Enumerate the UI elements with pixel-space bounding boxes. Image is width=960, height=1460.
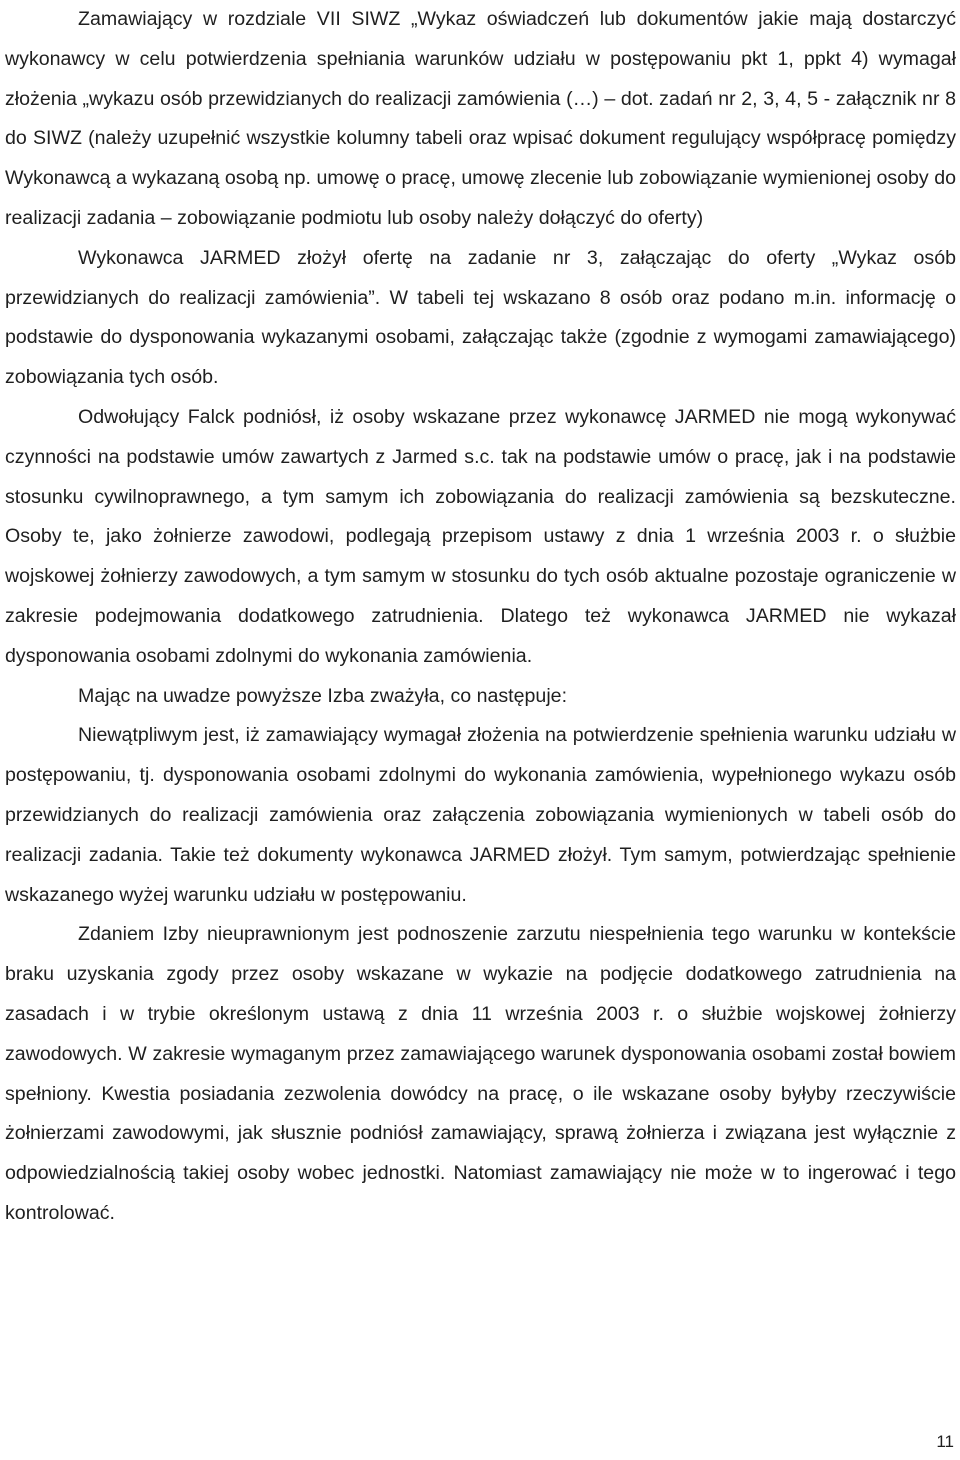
paragraph-6: Zdaniem Izby nieuprawnionym jest podnoszenie zarzutu niespełnienia tego warunku w kontekście braku uzyskania zgody przez osoby wskazane w wykazie na podjęcie dodatkowego zatrudnienia na zasadach i w trybie określonym ustawą z dnia 11 września 2003 r. o służbie wojskowej żołnierzy zawodowych. W zakresie wymaganym przez zamawiającego warunek dysponowania osobami został bowiem spełniony. Kwestia posiadania zezwolenia dowódcy na pracę, o ile wskazane osoby byłyby rzeczywiście żołnierzami zawodowymi, jak słusznie podniósł zamawiający, sprawą żołnierza i związana jest wyłącznie z odpowiedzialnością takiej osoby wobec jednostki. Natomiast zamawiający nie może w to ingerować i tego kontrolować. — [5, 923, 956, 1224]
paragraph-1: Zamawiający w rozdziale VII SIWZ „Wykaz oświadczeń lub dokumentów jakie mają dostarczyć wykonawcy w celu potwierdzenia spełniania warunków udziału w postępowaniu pkt 1, ppkt 4) wymagał złożenia „wykazu osób przewidzianych do realizacji zamówienia (…) – dot. zadań nr 2, 3, 4, 5 - załącznik nr 8 do SIWZ (należy uzupełnić wszystkie kolumny tabeli oraz wpisać dokument regulujący współpracę pomiędzy Wykonawcą a wykazaną osobą np. umowę o pracę, umowę zlecenie lub zobowiązanie wymienionej osoby do realizacji zadania – zobowiązanie podmiotu lub osoby należy dołączyć do oferty) — [5, 8, 956, 229]
document-body — [5, 0, 956, 1234]
paragraph-2: Wykonawca JARMED złożył ofertę na zadanie nr 3, załączając do oferty „Wykaz osób przewidzianych do realizacji zamówienia”. W tabeli tej wskazano 8 osób oraz podano m.in. informację o podstawie do dysponowania wykazanymi osobami, załączając także (zgodnie z wymogami zamawiającego) zobowiązania tych osób. — [5, 246, 956, 389]
paragraph-5: Niewątpliwym jest, iż zamawiający wymagał złożenia na potwierdzenie spełnienia warunku udziału w postępowaniu, tj. dysponowania osobami zdolnymi do wykonania zamówienia, wypełnionego wykazu osób przewidzianych do realizacji zamówienia oraz załączenia zobowiązania wymienionych w tabeli osób do realizacji zadania. Takie też dokumenty wykonawca JARMED złożył. Tym samym, potwierdzając spełnienie wskazanego wyżej warunku udziału w postępowaniu. — [5, 724, 956, 906]
paragraph-3: Odwołujący Falck podniósł, iż osoby wskazane przez wykonawcę JARMED nie mogą wykonywać czynności na podstawie umów zawartych z Jarmed s.c. tak na podstawie umów o pracę, jak i na podstawie stosunku cywilnoprawnego, a tym samym ich zobowiązania do realizacji zamówienia są bezskuteczne. Osoby te, jako żołnierze zawodowi, podlegają przepisom ustawy z dnia 1 września 2003 r. o służbie wojskowej żołnierzy zawodowych, a tym samym w stosunku do tych osób aktualne pozostaje ograniczenie w zakresie podejmowania dodatkowego zatrudnienia. Dlatego też wykonawca JARMED nie wykazał dysponowania osobami zdolnymi do wykonania zamówienia. — [5, 405, 956, 667]
page-number: 11 — [936, 1432, 954, 1451]
paragraph-4: Mając na uwadze powyższe Izba zważyła, co następuje: — [78, 684, 568, 707]
